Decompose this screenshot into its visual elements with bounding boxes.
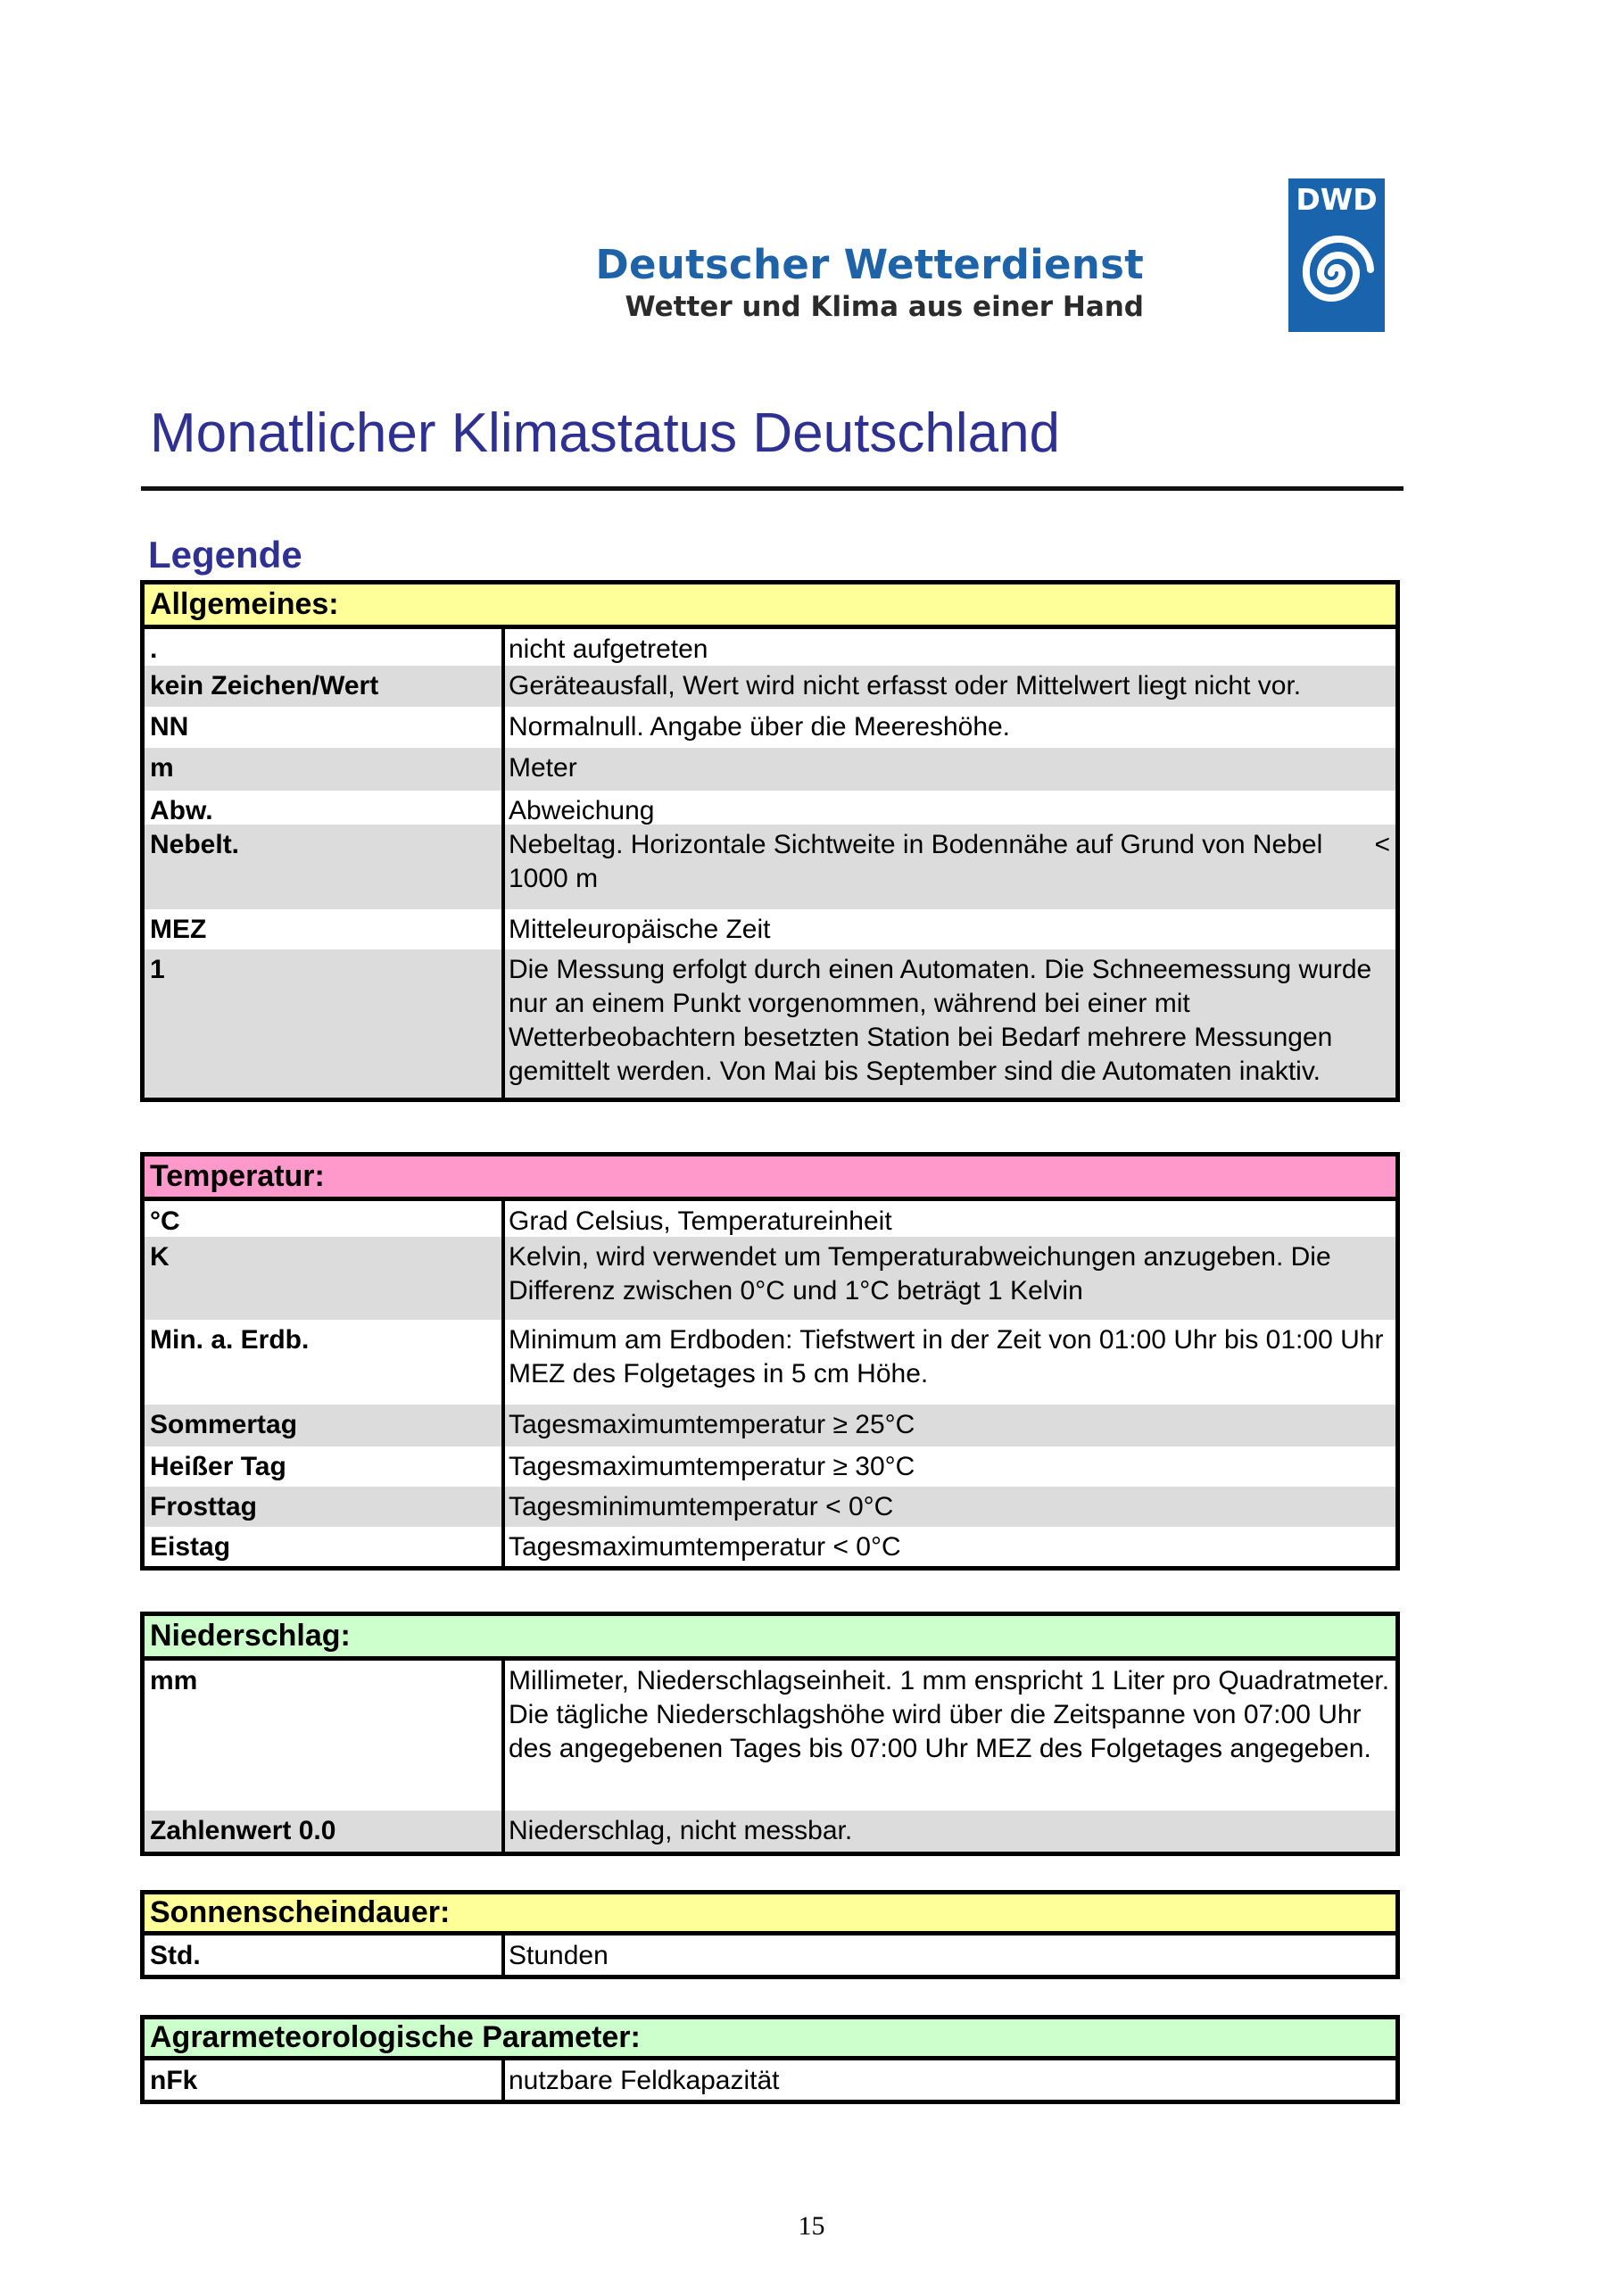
section-sonnenscheindauer <box>140 1890 1400 1979</box>
table-row <box>145 1661 1395 1811</box>
row-desc: nutzbare Feldkapazität <box>509 2066 780 2095</box>
row-desc-line <box>509 828 1390 862</box>
row-desc: Normalnull. Angabe über die Meereshöhe. <box>509 712 1011 742</box>
table-row <box>145 1487 1395 1527</box>
table-row <box>145 949 1395 1098</box>
row-key: Abw. <box>145 791 505 825</box>
section-header-niederschlag <box>145 1616 1395 1661</box>
section-title: Temperatur: <box>150 1159 325 1193</box>
org-tagline: Wetter und Klima aus einer Hand <box>625 291 1144 323</box>
row-key: Std. <box>145 1935 505 1975</box>
row-key: °C <box>145 1201 505 1237</box>
row-key: Sommertag <box>145 1405 505 1446</box>
row-desc <box>505 825 1395 909</box>
table-row <box>145 791 1395 825</box>
row-desc: Tagesmaximumtemperatur ≥ 30°C <box>509 1452 915 1481</box>
row-key: nFk <box>145 2060 505 2100</box>
table-row <box>145 1405 1395 1446</box>
row-key: Nebelt. <box>145 825 505 909</box>
table-row <box>145 2060 1395 2100</box>
page-number: 15 <box>798 2211 825 2241</box>
row-desc: Tagesmaximumtemperatur ≥ 25°C <box>509 1410 915 1439</box>
table-row <box>145 1935 1395 1975</box>
row-key: K <box>145 1237 505 1320</box>
section-header-allgemeines <box>145 584 1395 629</box>
section-title: Niederschlag: <box>150 1619 351 1653</box>
row-key: . <box>145 629 505 666</box>
row-desc: Minimum am Erdboden: Tiefstwert in der Zeit von 01:00 Uhr bis 01:00 Uhr MEZ des Folgetages in 5 cm Höhe. <box>509 1325 1384 1388</box>
table-row <box>145 825 1395 909</box>
table-row <box>145 1201 1395 1237</box>
row-desc-symbol: < <box>1374 830 1390 859</box>
table-row <box>145 1320 1395 1405</box>
section-header-temperatur <box>145 1156 1395 1201</box>
row-desc: Die Messung erfolgt durch einen Automaten. Die Schneemessung wurde nur an einem Punkt vorgenommen, während bei einer mit Wetterbeobachtern besetzten Station bei Bedarf mehrere Messungen gemittelt werden. Von Mai bis September sind die Automaten inaktiv. <box>509 955 1372 1086</box>
table-row <box>145 666 1395 707</box>
page-title: Monatlicher Klimastatus Deutschland <box>150 402 1061 464</box>
row-desc: Stunden <box>509 1941 609 1970</box>
row-desc-text: Nebeltag. Horizontale Sichtweite in Bodennähe auf Grund von Nebel <box>509 830 1323 859</box>
row-key: Min. a. Erdb. <box>145 1320 505 1405</box>
row-desc-continuation: 1000 m <box>509 864 599 893</box>
row-desc: Abweichung <box>509 796 655 825</box>
spiral-icon <box>1296 227 1378 316</box>
row-desc: Niederschlag, nicht messbar. <box>509 1816 853 1845</box>
section-niederschlag <box>140 1612 1400 1856</box>
row-desc: nicht aufgetreten <box>509 634 708 664</box>
table-row <box>145 1237 1395 1320</box>
row-key: Heißer Tag <box>145 1446 505 1487</box>
row-desc: Meter <box>509 753 577 783</box>
row-key: Eistag <box>145 1527 505 1566</box>
section-header-sonnenscheindauer <box>145 1894 1395 1935</box>
row-key: kein Zeichen/Wert <box>145 666 505 707</box>
section-title: Allgemeines: <box>150 587 339 621</box>
table-row <box>145 629 1395 666</box>
row-key: m <box>145 748 505 791</box>
table-row <box>145 1811 1395 1852</box>
table-row <box>145 909 1395 949</box>
table-row <box>145 1527 1395 1566</box>
row-desc: Kelvin, wird verwendet um Temperaturabweichungen anzugeben. Die Differenz zwischen 0°C und 1°C beträgt 1 Kelvin <box>509 1242 1331 1305</box>
dwd-logo <box>595 177 1390 337</box>
row-desc: Mitteleuropäische Zeit <box>509 915 771 944</box>
org-name: Deutscher Wetterdienst <box>595 241 1144 288</box>
table-row <box>145 1446 1395 1487</box>
section-allgemeines <box>140 580 1400 1102</box>
row-key: MEZ <box>145 909 505 949</box>
legend-heading: Legende <box>148 534 302 576</box>
table-row <box>145 748 1395 791</box>
row-key: Frosttag <box>145 1487 505 1527</box>
row-desc: Geräteausfall, Wert wird nicht erfasst oder Mittelwert liegt nicht vor. <box>509 671 1302 700</box>
section-title: Agrarmeteorologische Parameter: <box>150 2020 641 2054</box>
section-agrar <box>140 2015 1400 2104</box>
dwd-emblem-text: DWD <box>1296 182 1378 217</box>
title-divider <box>141 486 1404 491</box>
dwd-emblem <box>1288 178 1385 332</box>
row-key: 1 <box>145 949 505 1098</box>
row-desc: Tagesminimumtemperatur < 0°C <box>509 1492 894 1521</box>
row-key: Zahlenwert 0.0 <box>145 1811 505 1852</box>
row-key: mm <box>145 1661 505 1811</box>
section-temperatur <box>140 1152 1400 1571</box>
row-desc: Tagesmaximumtemperatur < 0°C <box>509 1532 901 1562</box>
table-row <box>145 707 1395 748</box>
row-key: NN <box>145 707 505 748</box>
row-desc: Millimeter, Niederschlagseinheit. 1 mm enspricht 1 Liter pro Quadratmeter. Die tägliche Niederschlagshöhe wird über die Zeitspanne von 07:00 Uhr des angegebenen Tages bis 07:00 Uhr MEZ des Folgetages angegeben. <box>509 1666 1390 1763</box>
section-title: Sonnenscheindauer: <box>150 1895 451 1929</box>
row-desc: Grad Celsius, Temperatureinheit <box>509 1206 892 1236</box>
section-header-agrar <box>145 2019 1395 2060</box>
